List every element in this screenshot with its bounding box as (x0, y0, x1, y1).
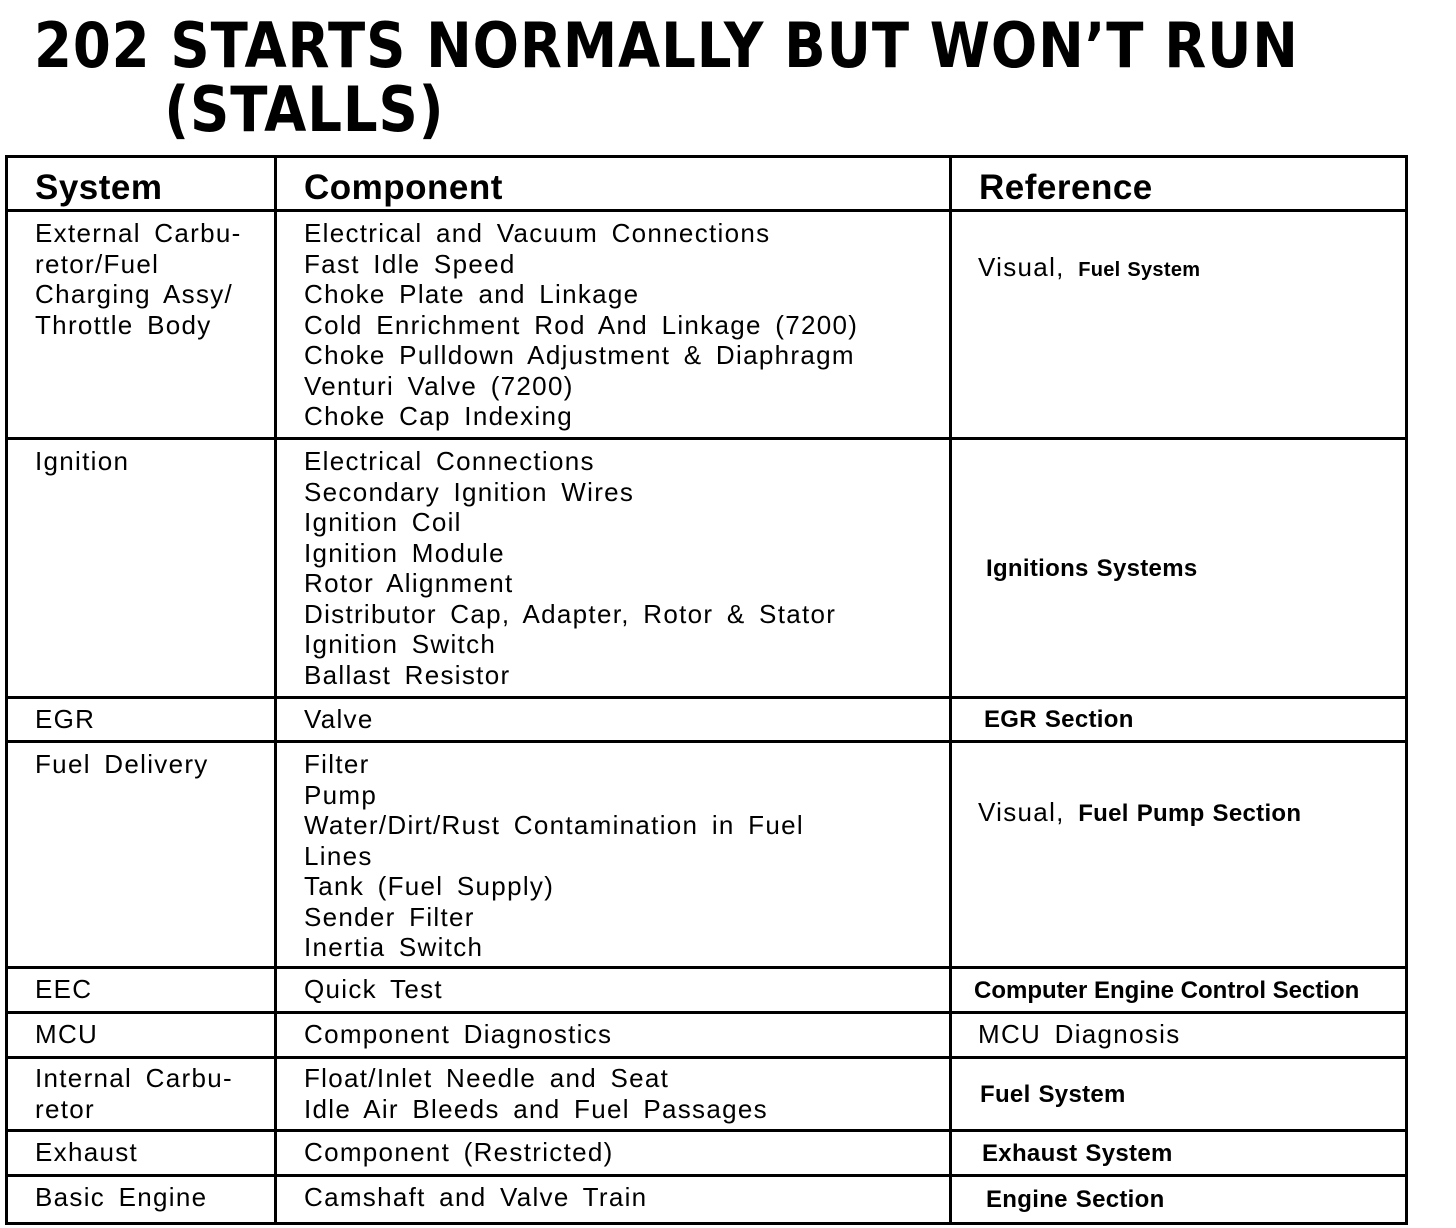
component-item: Component (Restricted) (304, 1137, 614, 1167)
table-row (7, 1058, 1407, 1131)
reference-bold: Exhaust System (982, 1139, 1173, 1167)
component-cell (276, 968, 951, 1013)
component-item: Valve (304, 704, 374, 734)
component-item: Choke Cap Indexing (304, 401, 573, 431)
table-row (7, 439, 1407, 698)
system-label: retor/Fuel (35, 248, 160, 279)
component-item: Quick Test (304, 974, 443, 1004)
component-item: Lines (304, 840, 373, 871)
table-row (7, 698, 1407, 742)
system-label: Ignition (35, 446, 130, 476)
header-reference: Reference (951, 157, 1407, 211)
header-component: Component (276, 157, 951, 211)
reference-bold: Ignitions Systems (986, 554, 1198, 582)
page-title (34, 9, 1299, 146)
reference-cell (951, 1131, 1407, 1176)
component-item: Inertia Switch (304, 932, 484, 962)
component-item: Tank (Fuel Supply) (304, 871, 555, 901)
component-item: Choke Pulldown Adjustment & Diaphragm (304, 340, 855, 370)
diagnosis-table (5, 155, 1408, 1225)
system-cell (7, 742, 276, 968)
reference-cell (951, 968, 1407, 1013)
table-row (7, 742, 1407, 968)
system-label: MCU (35, 1019, 99, 1049)
component-item: Ignition Module (304, 537, 505, 568)
component-cell (276, 1013, 951, 1058)
system-label: External Carbu- (35, 218, 242, 248)
reference-cell (951, 1013, 1407, 1058)
component-item: Component Diagnostics (304, 1019, 613, 1049)
component-item: Secondary Ignition Wires (304, 476, 635, 507)
reference-cell (951, 742, 1407, 968)
reference-cell (951, 439, 1407, 698)
system-label: Basic Engine (35, 1182, 208, 1212)
component-cell (276, 1058, 951, 1131)
component-item: Fast Idle Speed (304, 248, 516, 279)
reference-plain: Visual, (978, 797, 1065, 827)
component-item: Electrical and Vacuum Connections (304, 218, 771, 248)
system-cell (7, 1013, 276, 1058)
reference-plain: Visual, (978, 252, 1065, 282)
table-row (7, 1176, 1407, 1224)
table-row (7, 1013, 1407, 1058)
component-cell (276, 439, 951, 698)
component-cell (276, 211, 951, 439)
table-row (7, 211, 1407, 439)
component-cell (276, 698, 951, 742)
system-label: EEC (35, 974, 93, 1004)
reference-plain: MCU Diagnosis (978, 1019, 1181, 1049)
system-cell (7, 211, 276, 439)
system-label: Throttle Body (35, 309, 212, 340)
system-label: Fuel Delivery (35, 749, 209, 779)
reference-bold: Fuel System (1078, 259, 1201, 281)
component-item: Ballast Resistor (304, 659, 511, 690)
component-item: Rotor Alignment (304, 568, 514, 598)
system-label: EGR (35, 704, 96, 734)
system-label: Internal Carbu- (35, 1063, 233, 1093)
component-item: Distributor Cap, Adapter, Rotor & Stator (304, 598, 837, 629)
component-cell (276, 742, 951, 968)
system-label: retor (35, 1093, 95, 1124)
component-item: Electrical Connections (304, 446, 595, 476)
system-cell (7, 698, 276, 742)
component-item: Water/Dirt/Rust Contamination in Fuel (304, 810, 804, 840)
component-item: Sender Filter (304, 901, 475, 932)
table-row (7, 968, 1407, 1013)
component-item: Float/Inlet Needle and Seat (304, 1063, 670, 1093)
reference-bold: Fuel System (980, 1080, 1126, 1108)
reference-cell (951, 211, 1407, 439)
component-item: Choke Plate and Linkage (304, 279, 640, 309)
reference-cell (951, 1058, 1407, 1131)
system-cell (7, 439, 276, 698)
system-cell (7, 1176, 276, 1224)
component-cell (276, 1176, 951, 1224)
title-line-2: (STALLS) (164, 73, 445, 146)
reference-bold: Fuel Pump Section (1078, 800, 1302, 827)
reference-cell (951, 1176, 1407, 1224)
header-row (7, 157, 1407, 211)
system-label: Exhaust (35, 1137, 139, 1167)
system-cell (7, 1131, 276, 1176)
component-item: Camshaft and Valve Train (304, 1182, 648, 1212)
component-item: Ignition Coil (304, 507, 462, 537)
title-line-1: 202 STARTS NORMALLY BUT WON’T RUN (34, 9, 1299, 82)
reference-cell (951, 698, 1407, 742)
header-system: System (7, 157, 276, 211)
component-item: Venturi Valve (7200) (304, 370, 574, 401)
component-item: Pump (304, 779, 378, 810)
component-item: Idle Air Bleeds and Fuel Passages (304, 1093, 768, 1124)
reference-bold: EGR Section (984, 706, 1134, 734)
component-item: Ignition Switch (304, 629, 497, 659)
component-item: Cold Enrichment Rod And Linkage (7200) (304, 309, 859, 340)
component-cell (276, 1131, 951, 1176)
component-item: Filter (304, 749, 370, 779)
table-row (7, 1131, 1407, 1176)
system-cell (7, 968, 276, 1013)
system-label: Charging Assy/ (35, 279, 234, 309)
system-cell (7, 1058, 276, 1131)
reference-bold: Engine Section (986, 1186, 1165, 1214)
reference-bold: Computer Engine Control Section (974, 976, 1360, 1004)
